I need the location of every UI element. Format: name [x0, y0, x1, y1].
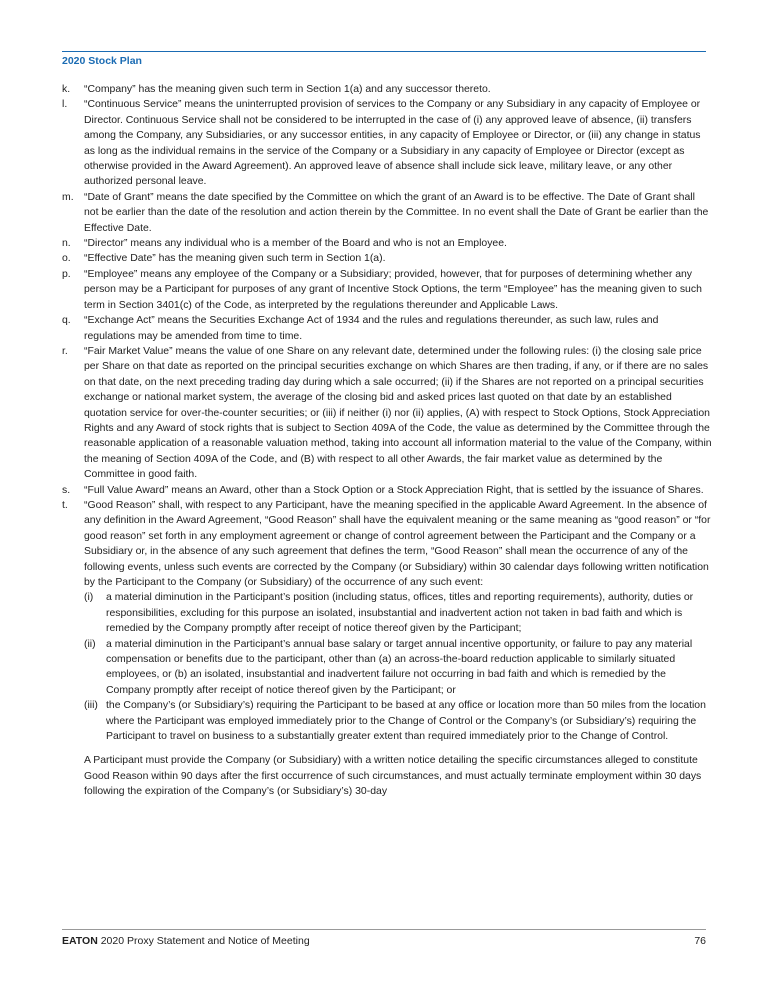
- definition-text: “Employee” means any employee of the Company or a Subsidiary; provided, however, that for purposes of determining whether any person may be a Participant for purposes of any grant of Incentive Stock Options, the term “Employee” has the meaning given to such term in Section 3401(c) of the Code, as interpreted by the regulations thereunder and Applicable Laws.: [84, 268, 702, 311]
- good-reason-item: [84, 590, 712, 636]
- definition-item: [62, 483, 712, 498]
- definition-text: “Fair Market Value” means the value of one Share on any relevant date, determined under the following rules: (i) the closing sale price per Share on that date as reported on the principal securities exchange on which Shares are then trading, if any, or if there are no sales on that date, on the next preceding trading day during which a sale occurred; (ii) if the Shares are not reported on a principal securities exchange or national market system, the average of the closing bid and asked prices last quoted on that date by an established quotation service for over-the-counter securities; or (iii) if neither (i) nor (ii) applies, (A) with respect to Stock Options, Stock Appreciation Rights and any Award of stock rights that is subject to Section 409A of the Code, the value as determined by the Committee through the reasonable application of a reasonable valuation method, taking into account all information material to the value of the Company, within the meaning of Section 409A of the Code, and (B) with respect to all other Awards, the fair market value as determined by the Committee in good faith.: [84, 345, 712, 481]
- good-reason-item: [84, 698, 712, 744]
- footer-doc-title: 2020 Proxy Statement and Notice of Meeting: [100, 935, 310, 947]
- definition-item: [62, 313, 712, 344]
- definition-label: k.: [62, 84, 71, 95]
- definition-label: l.: [62, 99, 68, 111]
- definition-item: [62, 97, 712, 189]
- definition-text: “Good Reason” shall, with respect to any Participant, have the meaning specified in the applicable Award Agreement. In the absence of any definition in the Award Agreement, “Good Reason” shall have the equivalent meaning or the same meaning as “good reason” or “for good reason” set forth in any employment agreement or change of control agreement between the Participant and the Company or a Subsidiary or, in the absence of any such agreement that defines the term, “Good Reason” shall mean the occurrence of any of the following events, unless such events are corrected by the Company (or Subsidiary) within 30 calendar days following written notification by the Participant to the Company (or Subsidiary) of the occurrence of any such event:: [84, 499, 711, 588]
- definitions-list: [62, 82, 712, 590]
- definition-text: “Director” means any individual who is a member of the Board and who is not an Employee.: [84, 238, 507, 250]
- good-reason-label: (i): [84, 592, 94, 604]
- definition-text: “Effective Date” has the meaning given such term in Section 1(a).: [84, 253, 386, 265]
- definition-item: [62, 498, 712, 590]
- definition-item: [62, 251, 712, 266]
- definition-text: “Date of Grant” means the date specified by the Committee on which the grant of an Award is to be effective. The Date of Grant shall not be earlier than the date of the resolution and action therein by the Committee. In no event shall the Date of Grant be earlier than the Effective Date.: [84, 191, 709, 234]
- good-reason-text: a material diminution in the Participant’s annual base salary or target annual incentive opportunity, or failure to pay any material compensation or benefits due to the participant, other than (a) an across-the-board reduction applicable to similarly situated employees, or (b) an isolated, insubstantial and inadvertent failure not occurring in bad faith and which is remedied by the Company promptly after receipt of notice thereof given by the Participant; or: [106, 638, 693, 696]
- header-rule: [62, 51, 706, 52]
- definition-label: r.: [62, 345, 68, 357]
- good-reason-label: (ii): [84, 638, 96, 650]
- definition-label: o.: [62, 253, 71, 265]
- footer-brand: EATON: [62, 935, 98, 947]
- good-reason-label: (iii): [84, 700, 98, 712]
- definition-text: “Company” has the meaning given such term in Section 1(a) and any successor thereto.: [84, 84, 491, 95]
- page-header-title: 2020 Stock Plan: [62, 55, 142, 67]
- closing-paragraph: A Participant must provide the Company (or Subsidiary) with a written notice detailing the specific circumstances alleged to constitute Good Reason within 90 days after the first occurrence of such circumstances, and must actually terminate employment within 30 days following the expiration of the Company’s (or Subsidiary’s) 30-day: [84, 755, 702, 798]
- definition-item: [62, 82, 712, 97]
- footer-rule: [62, 929, 706, 930]
- page-number: 76: [694, 935, 706, 947]
- definition-label: q.: [62, 315, 71, 327]
- good-reason-item: [84, 637, 712, 699]
- definition-text: “Exchange Act” means the Securities Exchange Act of 1934 and the rules and regulations thereunder, as such law, rules and regulations may be amended from time to time.: [84, 315, 659, 342]
- definition-text: “Full Value Award” means an Award, other than a Stock Option or a Stock Appreciation Right, that is settled by the issuance of Shares.: [84, 484, 704, 496]
- definition-item: [62, 344, 712, 483]
- definition-text: “Continuous Service” means the uninterrupted provision of services to the Company or any Subsidiary in any capacity of Employee or Director. Continuous Service shall not be considered to be interrupted in the case of (i) any approved leave of absence, (ii) transfers among the Company, any Subsidiaries, or any successor entities, in any capacity of Employee or Director, or (iii) any change in status as long as the individual remains in the service of the Company or a Subsidiary in any capacity of Employee or Director (except as otherwise provided in the Award Agreement). An approved leave of absence shall include sick leave, military leave, or any other authorized personal leave.: [84, 99, 701, 188]
- definition-item: [62, 236, 712, 251]
- good-reason-text: the Company’s (or Subsidiary’s) requiring the Participant to be based at any office or location more than 50 miles from the location where the Participant was employed immediately prior to the Change of Control or the Company’s (or Subsidiary’s) requiring the Participant to travel on business to a substantially greater extent than required immediately prior to the Change of Control.: [106, 700, 706, 743]
- definition-item: [62, 190, 712, 236]
- definition-label: m.: [62, 191, 74, 203]
- definition-label: s.: [62, 484, 71, 496]
- good-reason-text: a material diminution in the Participant’s position (including status, offices, titles and reporting requirements), authority, duties or responsibilities, excluding for this purpose an isolated, insubstantial and inadvertent action not taken in bad faith and which is remedied by the Company promptly after receipt of notice thereof given by the Participant;: [106, 592, 694, 635]
- document-body: [62, 82, 712, 800]
- good-reason-items: [62, 590, 712, 744]
- definition-label: p.: [62, 268, 71, 280]
- footer-title: [62, 935, 310, 947]
- definition-label: t.: [62, 499, 68, 511]
- definition-item: [62, 267, 712, 313]
- definition-label: n.: [62, 238, 71, 250]
